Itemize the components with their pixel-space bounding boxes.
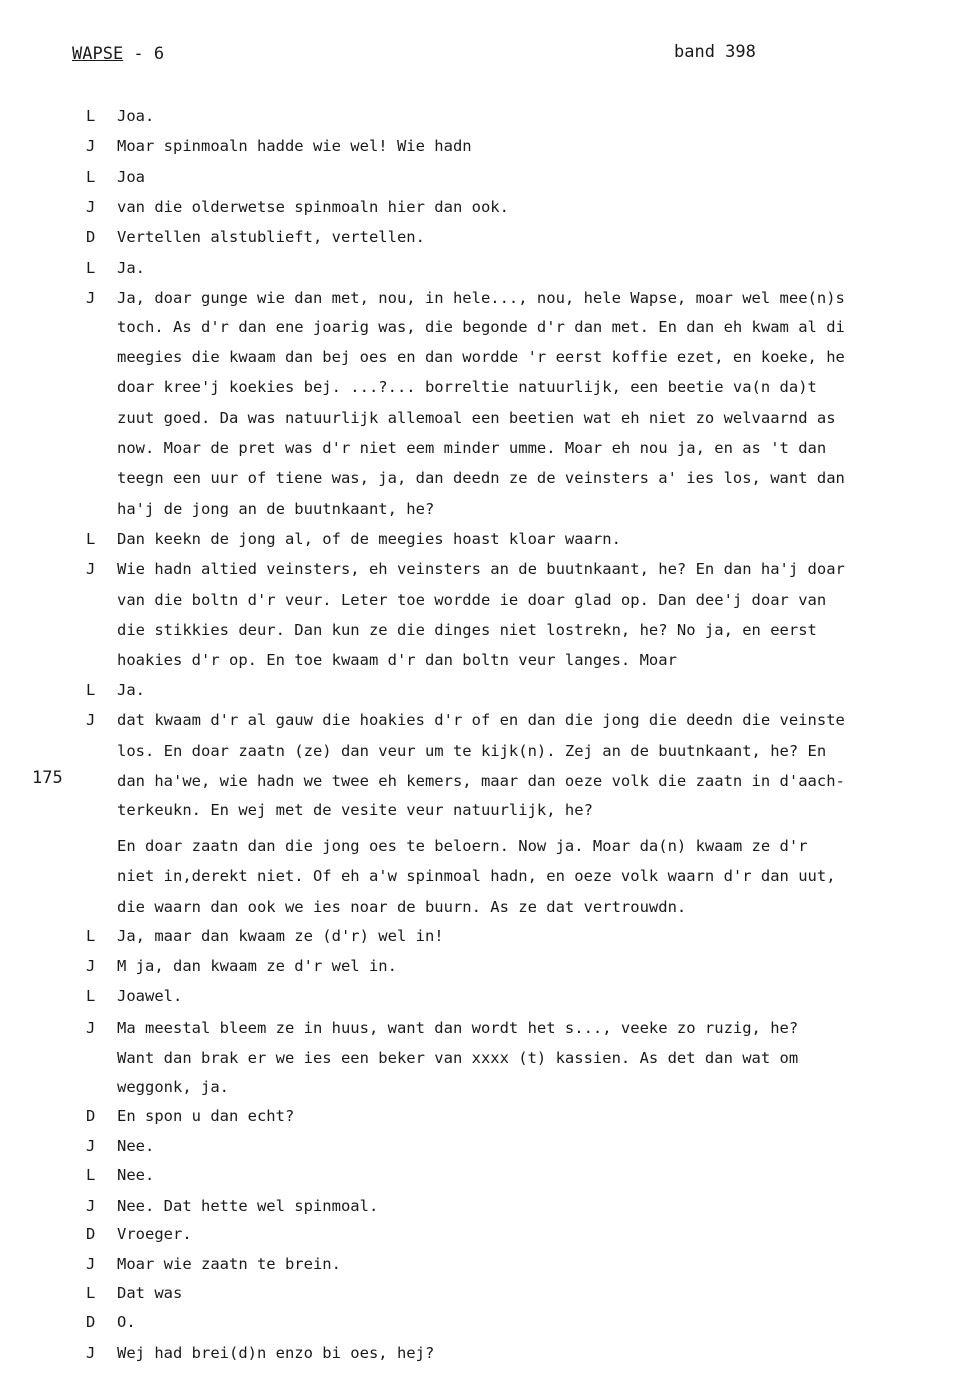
line-text: Ja.	[117, 259, 145, 277]
speaker-label: J	[86, 1137, 96, 1155]
line-text: dan ha'we, wie hadn we twee eh kemers, maar dan oeze volk die zaatn in d'aach-	[117, 772, 845, 790]
speaker-label: J	[86, 1344, 96, 1362]
line-text: niet in,derekt niet. Of eh a'w spinmoal hadn, en oeze volk waarn d'r dan uut,	[117, 867, 836, 885]
speaker-label: L	[86, 681, 96, 699]
line-text: die waarn dan ook we ies noar de buurn. As ze dat vertrouwdn.	[117, 898, 687, 916]
speaker-label: L	[86, 168, 96, 186]
line-text: Dan keekn de jong al, of de meegies hoast kloar waarn.	[117, 530, 621, 548]
line-text: van die boltn d'r veur. Leter toe wordde ie doar glad op. Dan dee'j doar van	[117, 591, 827, 609]
line-text: zuut goed. Da was natuurlijk allemoal een beetien wat eh niet zo welvaarnd as	[117, 409, 836, 427]
line-text: Wie hadn altied veinsters, eh veinsters an de buutnkaant, he? En dan ha'j doar	[117, 560, 845, 578]
line-text: En doar zaatn dan die jong oes te beloern. Now ja. Moar da(n) kwaam ze d'r	[117, 837, 808, 855]
speaker-label: D	[86, 228, 96, 246]
line-text: die stikkies deur. Dan kun ze die dinges niet lostrekn, he? No ja, en eerst	[117, 621, 817, 639]
speaker-label: D	[86, 1107, 96, 1125]
speaker-label: L	[86, 1166, 96, 1184]
speaker-label: J	[86, 137, 96, 155]
line-text: Moar wie zaatn te brein.	[117, 1255, 341, 1273]
line-text: Ma meestal bleem ze in huus, want dan wordt het s..., veeke zo ruzig, he?	[117, 1019, 799, 1037]
speaker-label: L	[86, 259, 96, 277]
line-text: Moar spinmoaln hadde wie wel! Wie hadn	[117, 137, 472, 155]
speaker-label: J	[86, 1255, 96, 1273]
line-text: Want dan brak er we ies een beker van xxxx (t) kassien. As det dan wat om	[117, 1049, 799, 1067]
line-text: weggonk, ja.	[117, 1078, 229, 1096]
line-text: O.	[117, 1313, 136, 1331]
line-text: van die olderwetse spinmoaln hier dan ook.	[117, 198, 509, 216]
document-title: WAPSE	[72, 44, 124, 64]
speaker-label: J	[86, 198, 96, 216]
line-text: Dat was	[117, 1284, 183, 1302]
speaker-label: L	[86, 107, 96, 125]
line-text: Vroeger.	[117, 1225, 192, 1243]
speaker-label: J	[86, 1197, 96, 1215]
line-text: dat kwaam d'r al gauw die hoakies d'r of en dan die jong die deedn die veinste	[117, 711, 845, 729]
line-text: doar kree'j koekies bej. ...?... borreltie natuurlijk, een beetie va(n da)t	[117, 378, 817, 396]
line-text: Nee.	[117, 1137, 155, 1155]
line-text: meegies die kwaam dan bej oes en dan wordde 'r eerst koffie ezet, en koeke, he	[117, 348, 845, 366]
speaker-label: D	[86, 1225, 96, 1243]
line-text: Wej had brei(d)n enzo bi oes, hej?	[117, 1344, 435, 1362]
line-text: ha'j de jong an de buutnkaant, he?	[117, 500, 435, 518]
speaker-label: J	[86, 711, 96, 729]
line-text: Joawel.	[117, 987, 183, 1005]
line-text: terkeukn. En wej met de vesite veur natuurlijk, he?	[117, 801, 593, 819]
line-text: now. Moar de pret was d'r niet eem minder umme. Moar eh nou ja, en as 't dan	[117, 439, 827, 457]
line-text: En spon u dan echt?	[117, 1107, 295, 1125]
line-text: Vertellen alstublieft, vertellen.	[117, 228, 425, 246]
line-text: Joa.	[117, 107, 155, 125]
line-text: hoakies d'r op. En toe kwaam d'r dan boltn veur langes. Moar	[117, 651, 677, 669]
line-text: Nee. Dat hette wel spinmoal.	[117, 1197, 379, 1215]
speaker-label: J	[86, 289, 96, 307]
page-header-title	[72, 44, 164, 64]
line-number-marker: 175	[32, 768, 63, 788]
line-text: M ja, dan kwaam ze d'r wel in.	[117, 957, 397, 975]
speaker-label: J	[86, 1019, 96, 1037]
line-text: Joa	[117, 168, 145, 186]
line-text: teegn een uur of tiene was, ja, dan deedn ze de veinsters a' ies los, want dan	[117, 469, 845, 487]
speaker-label: L	[86, 927, 96, 945]
speaker-label: L	[86, 530, 96, 548]
page-number: - 6	[123, 44, 165, 64]
speaker-label: L	[86, 1284, 96, 1302]
speaker-label: J	[86, 957, 96, 975]
line-text: Ja.	[117, 681, 145, 699]
line-text: los. En doar zaatn (ze) dan veur um te kijk(n). Zej an de buutnkaant, he? En	[117, 742, 827, 760]
speaker-label: L	[86, 987, 96, 1005]
speaker-label: J	[86, 560, 96, 578]
line-text: Nee.	[117, 1166, 155, 1184]
line-text: Ja, doar gunge wie dan met, nou, in hele..., nou, hele Wapse, moar wel mee(n)s	[117, 289, 845, 307]
line-text: toch. As d'r dan ene joarig was, die begonde d'r dan met. En dan eh kwam al di	[117, 318, 845, 336]
line-text: Ja, maar dan kwaam ze (d'r) wel in!	[117, 927, 444, 945]
band-label: band 398	[674, 42, 756, 62]
speaker-label: D	[86, 1313, 96, 1331]
